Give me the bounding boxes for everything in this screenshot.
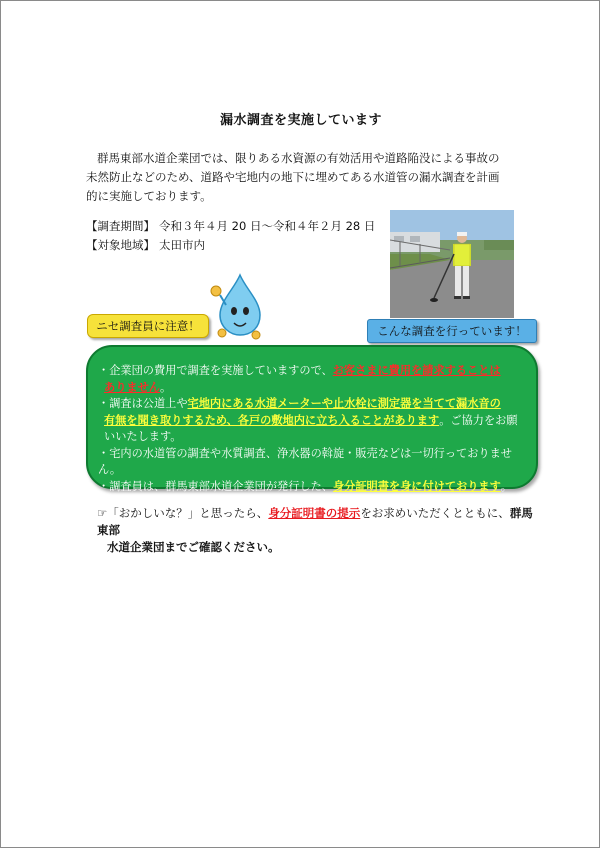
bullet-cost-cont xyxy=(98,380,524,397)
survey-period-value: 令和３年４月 20 日～令和４年２月 28 日 xyxy=(159,219,376,233)
note-highlight: 身分証明書の提示 xyxy=(268,506,361,520)
intro-line-3: 的に実施しております。 xyxy=(86,189,212,203)
survey-period xyxy=(86,217,375,236)
bullet-no-sales: ・宅内の水道管の調査や水質調査、浄水器の斡旋・販売などは一切行っておりません。 xyxy=(98,446,512,476)
intro-line-1: 群馬東部水道企業団では、限りある水資源の有効活用や道路陥没による事故の xyxy=(97,151,500,165)
note-text-start: ☞「おかしいな？」と思ったら、 xyxy=(97,506,269,520)
bullet-survey-mid: 。ご協力をお願 xyxy=(439,413,518,427)
target-area-label: 【対象地域】 xyxy=(86,238,155,252)
bullet-cost-text: ・企業団の費用で調査を実施していますので、 xyxy=(98,364,333,377)
bullet-survey-highlight-2: 有無を聞き取りするため、各戸の敷地内に立ち入ることがあります xyxy=(104,413,440,427)
bullet-id-text: ・調査員は、群馬東部水道企業団が発行した、 xyxy=(98,479,333,493)
info-bullets xyxy=(98,363,524,495)
bullet-survey-cont xyxy=(98,413,524,430)
water-drop-mascot-icon xyxy=(208,271,268,341)
bullet-survey xyxy=(98,396,524,413)
survey-photo-illustration xyxy=(390,210,514,318)
note-line-2: 水道企業団までご確認ください。 xyxy=(107,540,280,554)
target-area xyxy=(86,236,205,255)
survey-photo xyxy=(390,210,514,318)
caution-note xyxy=(97,505,537,556)
intro-paragraph xyxy=(86,149,526,206)
note-text-mid: をお求めいただくとともに、 xyxy=(360,506,510,520)
page-title: 漏水調査を実施しています xyxy=(219,113,382,128)
bullet-id-highlight: 身分証明書を身に付けております xyxy=(332,479,501,493)
note-bold-tail: 群馬東部 xyxy=(97,506,533,537)
bullet-cost-highlight-1: お客さまに費用を請求することは xyxy=(332,364,501,377)
bullet-cost-highlight-2: ありません xyxy=(104,380,160,394)
survey-period-label: 【調査期間】 xyxy=(86,219,155,233)
intro-line-2: 未然防止などのため、道路や宅地内の地下に埋めてある水道管の漏水調査を計画 xyxy=(86,170,500,184)
bullet-id-end: 。 xyxy=(500,479,512,493)
bullet-survey-text: ・調査は公道上や xyxy=(98,397,188,410)
bullet-cost xyxy=(98,363,524,380)
bullet-survey-highlight-1: 宅地内にある水道メーターや止水栓に測定器を当てて漏水音の xyxy=(187,397,501,410)
target-area-value: 太田市内 xyxy=(159,238,205,252)
bullet-survey-end: いいたします。 xyxy=(104,430,182,443)
bullet-id-card xyxy=(98,479,524,496)
fake-inspector-warning-label: ニセ調査員に注意！ xyxy=(87,314,209,338)
bullet-cost-end: 。 xyxy=(159,380,172,394)
photo-caption-label: こんな調査を行っています！ xyxy=(367,319,537,343)
